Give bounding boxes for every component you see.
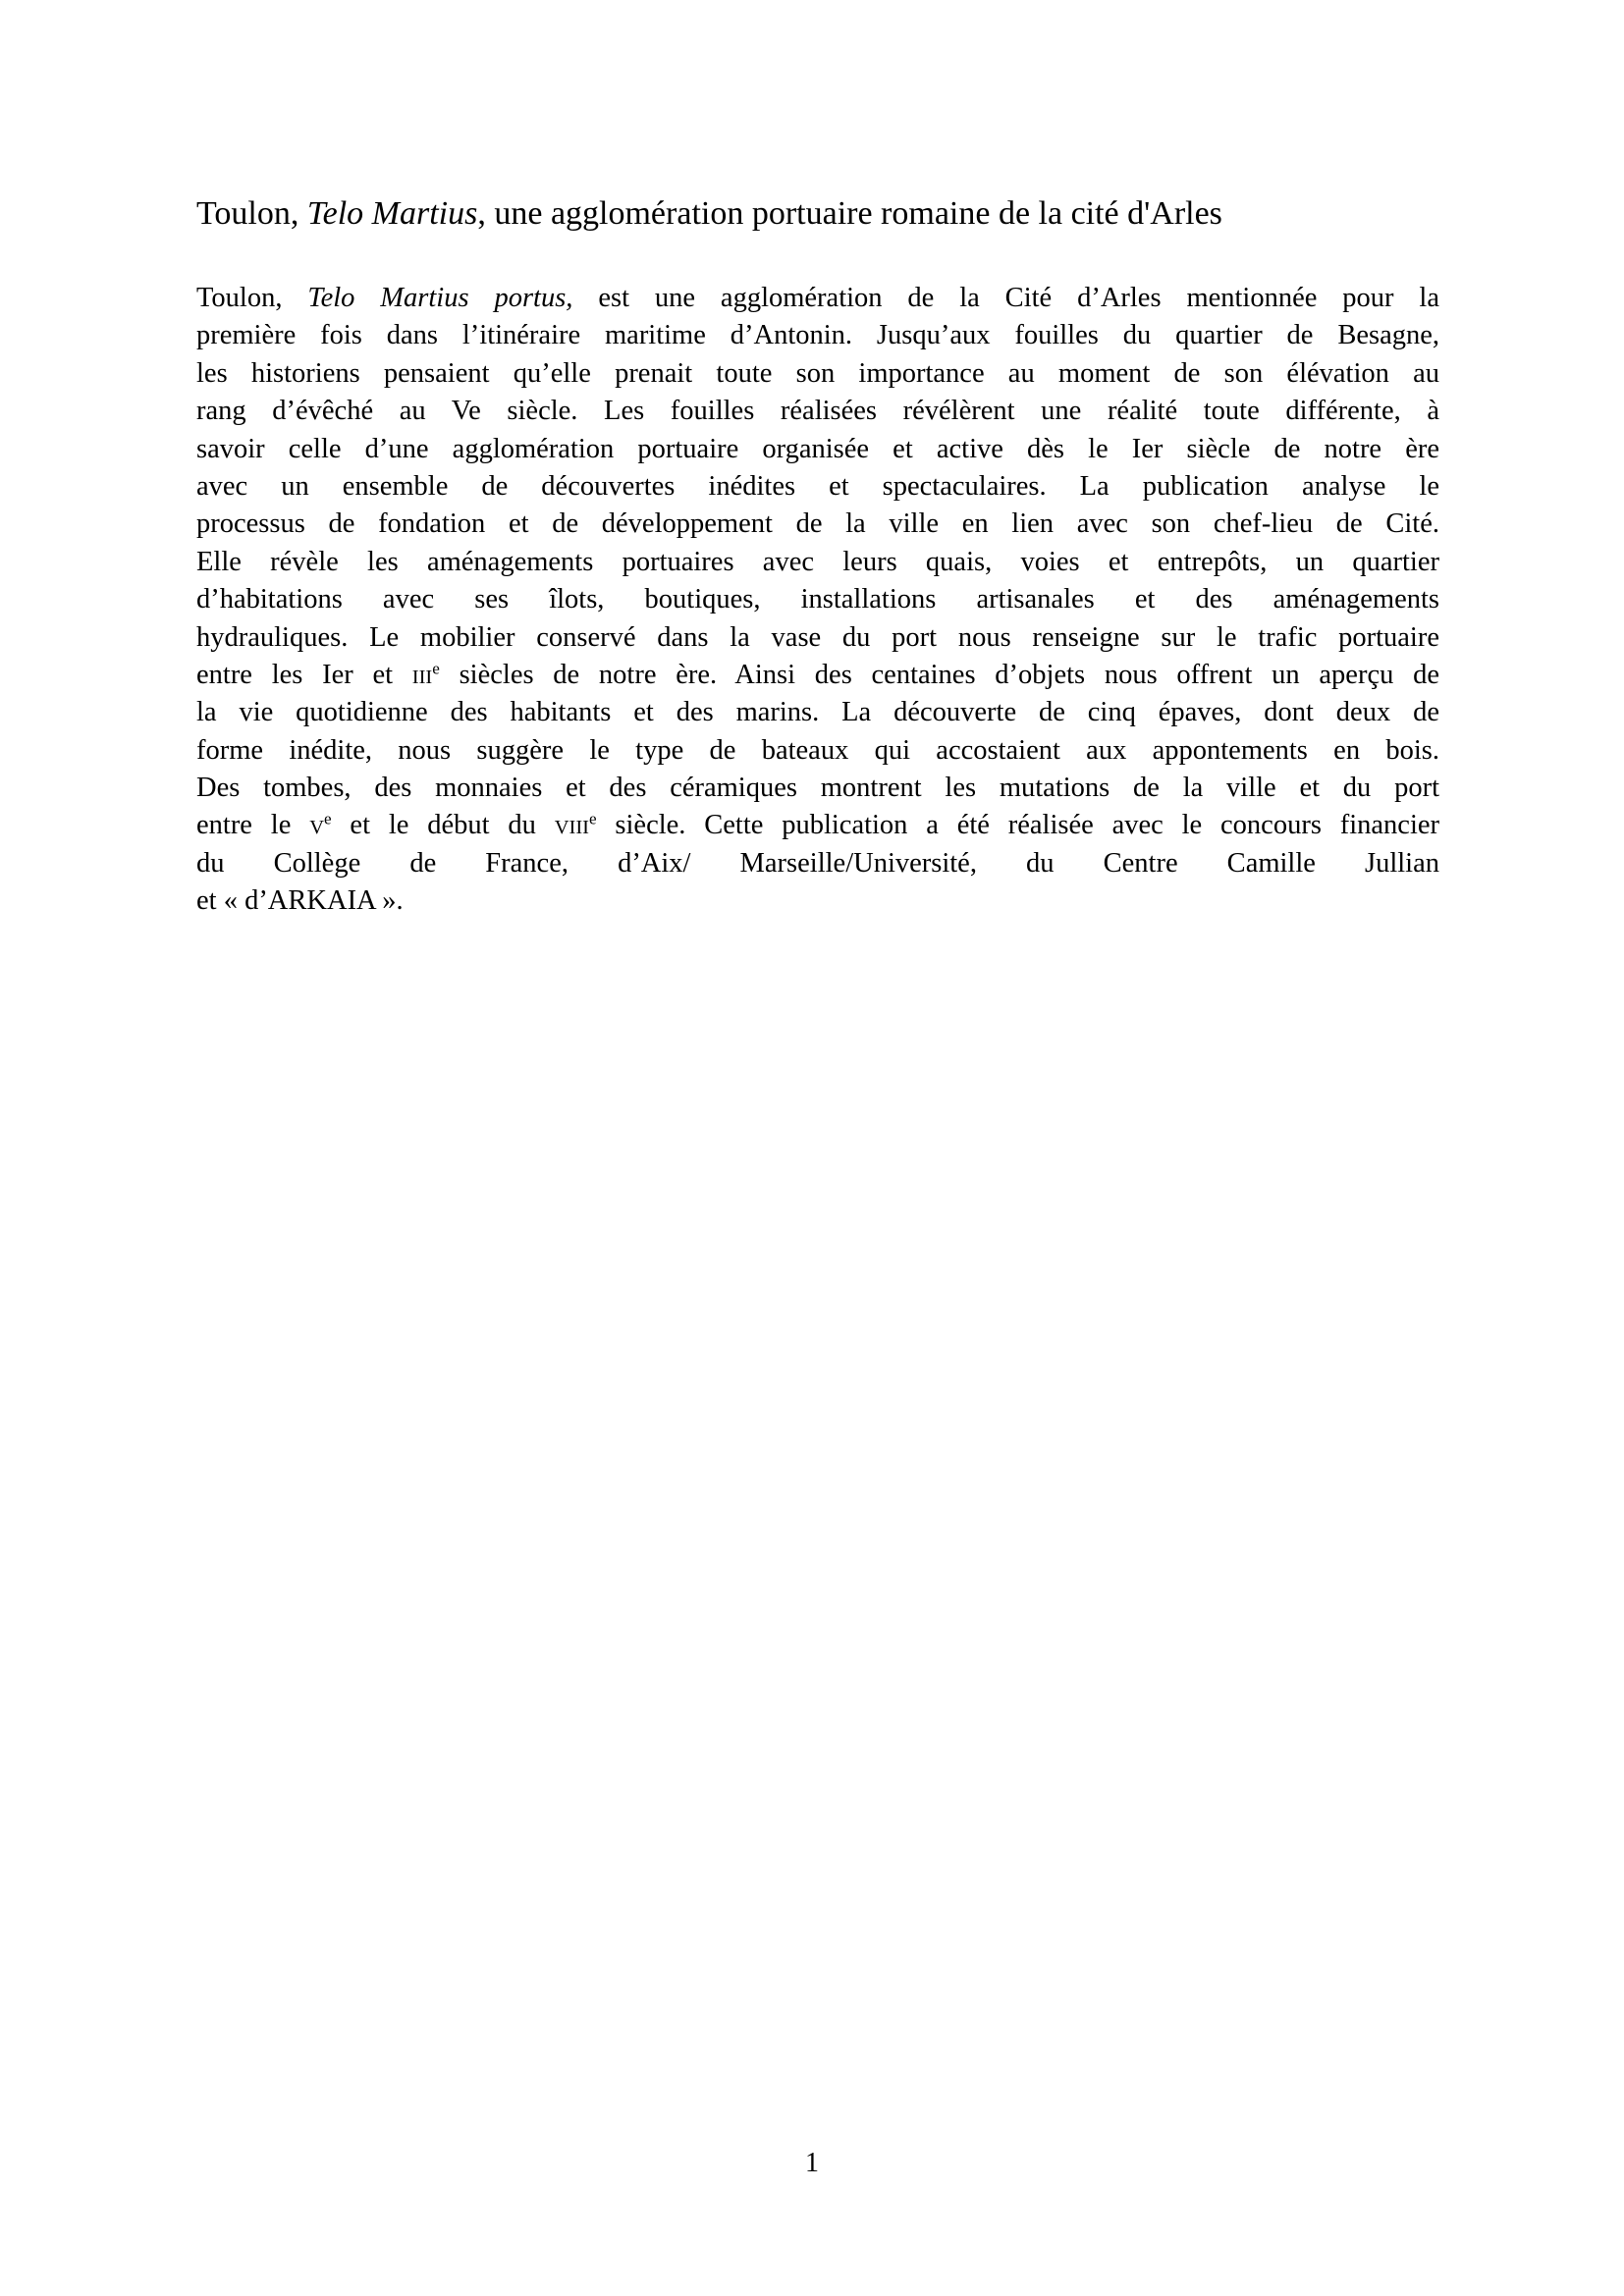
line-15-part-d: et le début du bbox=[331, 810, 555, 841]
paragraph-line: les historiens pensaient qu’elle prenait toute son importance au moment de son élévation au bbox=[196, 357, 1439, 389]
line-1-part-c: est une agglomération de la Cité d’Arles mentionnée pour la bbox=[572, 283, 1439, 313]
paragraph-line: processus de fondation et de développement de la ville en lien avec son chef-lieu de Cité. bbox=[196, 508, 1439, 540]
line-15-part-a: entre le bbox=[196, 810, 310, 841]
paragraph-line: la vie quotidienne des habitants et des marins. La découverte de cinq épaves, dont deux de bbox=[196, 697, 1439, 728]
line-11-part-a: entre les Ier et bbox=[196, 659, 412, 690]
title-suffix: , une agglomération portuaire romaine de la cité d'Arles bbox=[477, 195, 1222, 232]
paragraph-line bbox=[196, 657, 1439, 694]
roman-numeral-small-caps: III bbox=[411, 666, 433, 688]
line-15-part-g: siècle. Cette publication a été réalisée avec le concours financier bbox=[596, 810, 1439, 841]
paragraph-line: savoir celle d’une agglomération portuaire organisée et active dès le Ier siècle de notre ère bbox=[196, 433, 1439, 464]
paragraph-line: du Collège de France, d’Aix/ Marseille/Université, du Centre Camille Jullian bbox=[196, 847, 1439, 879]
roman-numeral-small-caps: VIII bbox=[554, 817, 589, 839]
paragraph-line: avec un ensemble de découvertes inédites et spectaculaires. La publication analyse le bbox=[196, 470, 1439, 502]
paragraph-line: Des tombes, des monnaies et des céramiques montrent les mutations de la ville et du port bbox=[196, 773, 1439, 804]
title-prefix: Toulon, bbox=[196, 195, 307, 232]
paragraph-line bbox=[196, 807, 1439, 844]
paragraph-line: première fois dans l’itinéraire maritime d’Antonin. Jusqu’aux fouilles du quartier de Besagne, bbox=[196, 320, 1439, 351]
ordinal-superscript: e bbox=[589, 810, 597, 829]
page-number: 1 bbox=[805, 2148, 819, 2178]
paragraph-line: forme inédite, nous suggère le type de bateaux qui accostaient aux appontements en bois. bbox=[196, 734, 1439, 766]
paragraph-line: hydrauliques. Le mobilier conservé dans la vase du port nous renseigne sur le trafic portuaire bbox=[196, 621, 1439, 653]
body-paragraph bbox=[196, 280, 1439, 921]
line-11-part-d: siècles de notre ère. Ainsi des centaines d’objets nous offrent un aperçu de bbox=[439, 659, 1439, 690]
paragraph-line: d’habitations avec ses îlots, boutiques, installations artisanales et des aménagements bbox=[196, 584, 1439, 615]
ordinal-superscript: e bbox=[432, 659, 440, 678]
paragraph-line: Elle révèle les aménagements portuaires avec leurs quais, voies et entrepôts, un quartier bbox=[196, 546, 1439, 577]
ordinal-superscript: e bbox=[324, 810, 332, 829]
title-italic: Telo Martius bbox=[306, 195, 478, 232]
line-1-italic: Telo Martius portus, bbox=[307, 283, 573, 313]
paragraph-line: et « d’ARKAIA ». bbox=[196, 885, 404, 917]
roman-numeral-small-caps: V bbox=[309, 817, 325, 839]
paragraph-line: rang d’évêché au Ve siècle. Les fouilles réalisées révélèrent une réalité toute différente, à bbox=[196, 396, 1439, 427]
document-title bbox=[196, 192, 1473, 236]
paragraph-line bbox=[196, 280, 1439, 317]
line-1-part-a: Toulon, bbox=[196, 283, 308, 313]
